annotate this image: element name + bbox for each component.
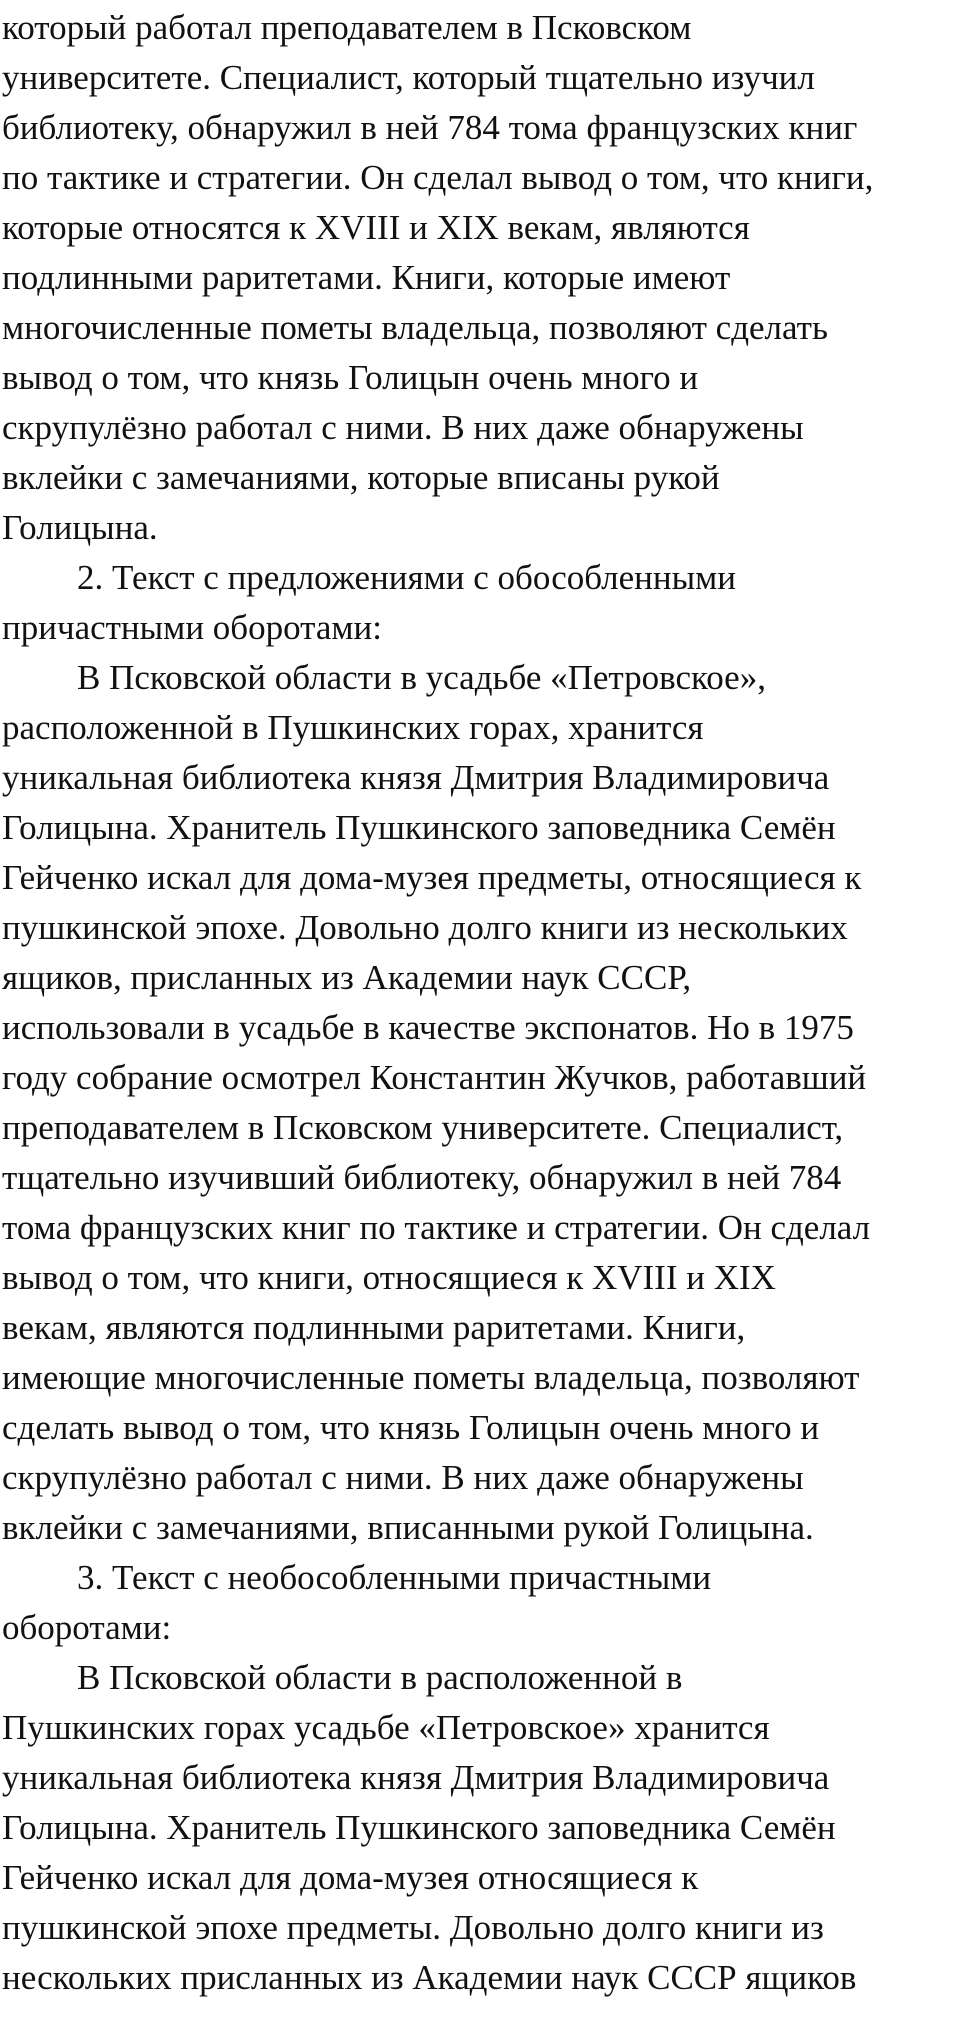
text-line: уникальная библиотека князя Дмитрия Владимировича [2,1758,830,1797]
text-line: который работал преподавателем в Псковском [2,8,692,47]
text-line: Голицына. [2,508,158,547]
text-line: Пушкинских горах усадьбе «Петровское» хранится [2,1708,770,1747]
text-line: вклейки с замечаниями, которые вписаны рукой [2,458,720,497]
text-line: использовали в усадьбе в качестве экспонатов. Но в 1975 [2,1008,854,1047]
text-line: многочисленные пометы владельца, позволяют сделать [2,308,828,347]
text-line: году собрание осмотрел Константин Жучков, работавший [2,1058,867,1097]
text-line: Гейченко искал для дома-музея предметы, относящиеся к [2,858,862,897]
text-line: вклейки с замечаниями, вписанными рукой Голицына. [2,1508,814,1547]
text-line: имеющие многочисленные пометы владельца, позволяют [2,1358,860,1397]
text-line: Гейченко искал для дома-музея относящиеся к [2,1858,699,1897]
text-line: по тактике и стратегии. Он сделал вывод о том, что книги, [2,158,874,197]
text-line: нескольких присланных из Академии наук СССР ящиков [2,1958,857,1997]
paragraph-start: В Псковской области в усадьбе «Петровское», [77,658,766,697]
section-heading-2-continued: причастными оборотами: [2,608,383,647]
text-line: векам, являются подлинными раритетами. Книги, [2,1308,746,1347]
section-heading-3-continued: оборотами: [2,1608,172,1647]
text-line: вывод о том, что князь Голицын очень много и [2,358,699,397]
text-line: сделать вывод о том, что князь Голицын очень много и [2,1408,820,1447]
section-heading-3: 3. Текст с необособленными причастными [77,1558,712,1597]
text-line: преподавателем в Псковском университете. Специалист, [2,1108,844,1147]
text-line: скрупулёзно работал с ними. В них даже обнаружены [2,1458,804,1497]
text-line: подлинными раритетами. Книги, которые имеют [2,258,731,297]
text-line: пушкинской эпохе. Довольно долго книги из нескольких [2,908,848,947]
text-line: Голицына. Хранитель Пушкинского заповедника Семён [2,808,836,847]
text-line: которые относятся к XVIII и XIX векам, являются [2,208,750,247]
section-heading-2: 2. Текст с предложениями с обособленными [77,558,737,597]
text-line: университете. Специалист, который тщательно изучил [2,58,815,97]
text-line: тщательно изучивший библиотеку, обнаружил в ней 784 [2,1158,842,1197]
text-line: Голицына. Хранитель Пушкинского заповедника Семён [2,1808,836,1847]
paragraph-start: В Псковской области в расположенной в [77,1658,683,1697]
text-line: библиотеку, обнаружил в ней 784 тома французских книг [2,108,858,147]
text-line: вывод о том, что книги, относящиеся к XVIII и XIX [2,1258,776,1297]
text-line: тома французских книг по тактике и стратегии. Он сделал [2,1208,871,1247]
text-line: пушкинской эпохе предметы. Довольно долго книги из [2,1908,824,1947]
text-line: расположенной в Пушкинских горах, хранится [2,708,704,747]
text-line: ящиков, присланных из Академии наук СССР, [2,958,692,997]
text-line: скрупулёзно работал с ними. В них даже обнаружены [2,408,804,447]
text-line: уникальная библиотека князя Дмитрия Владимировича [2,758,830,797]
